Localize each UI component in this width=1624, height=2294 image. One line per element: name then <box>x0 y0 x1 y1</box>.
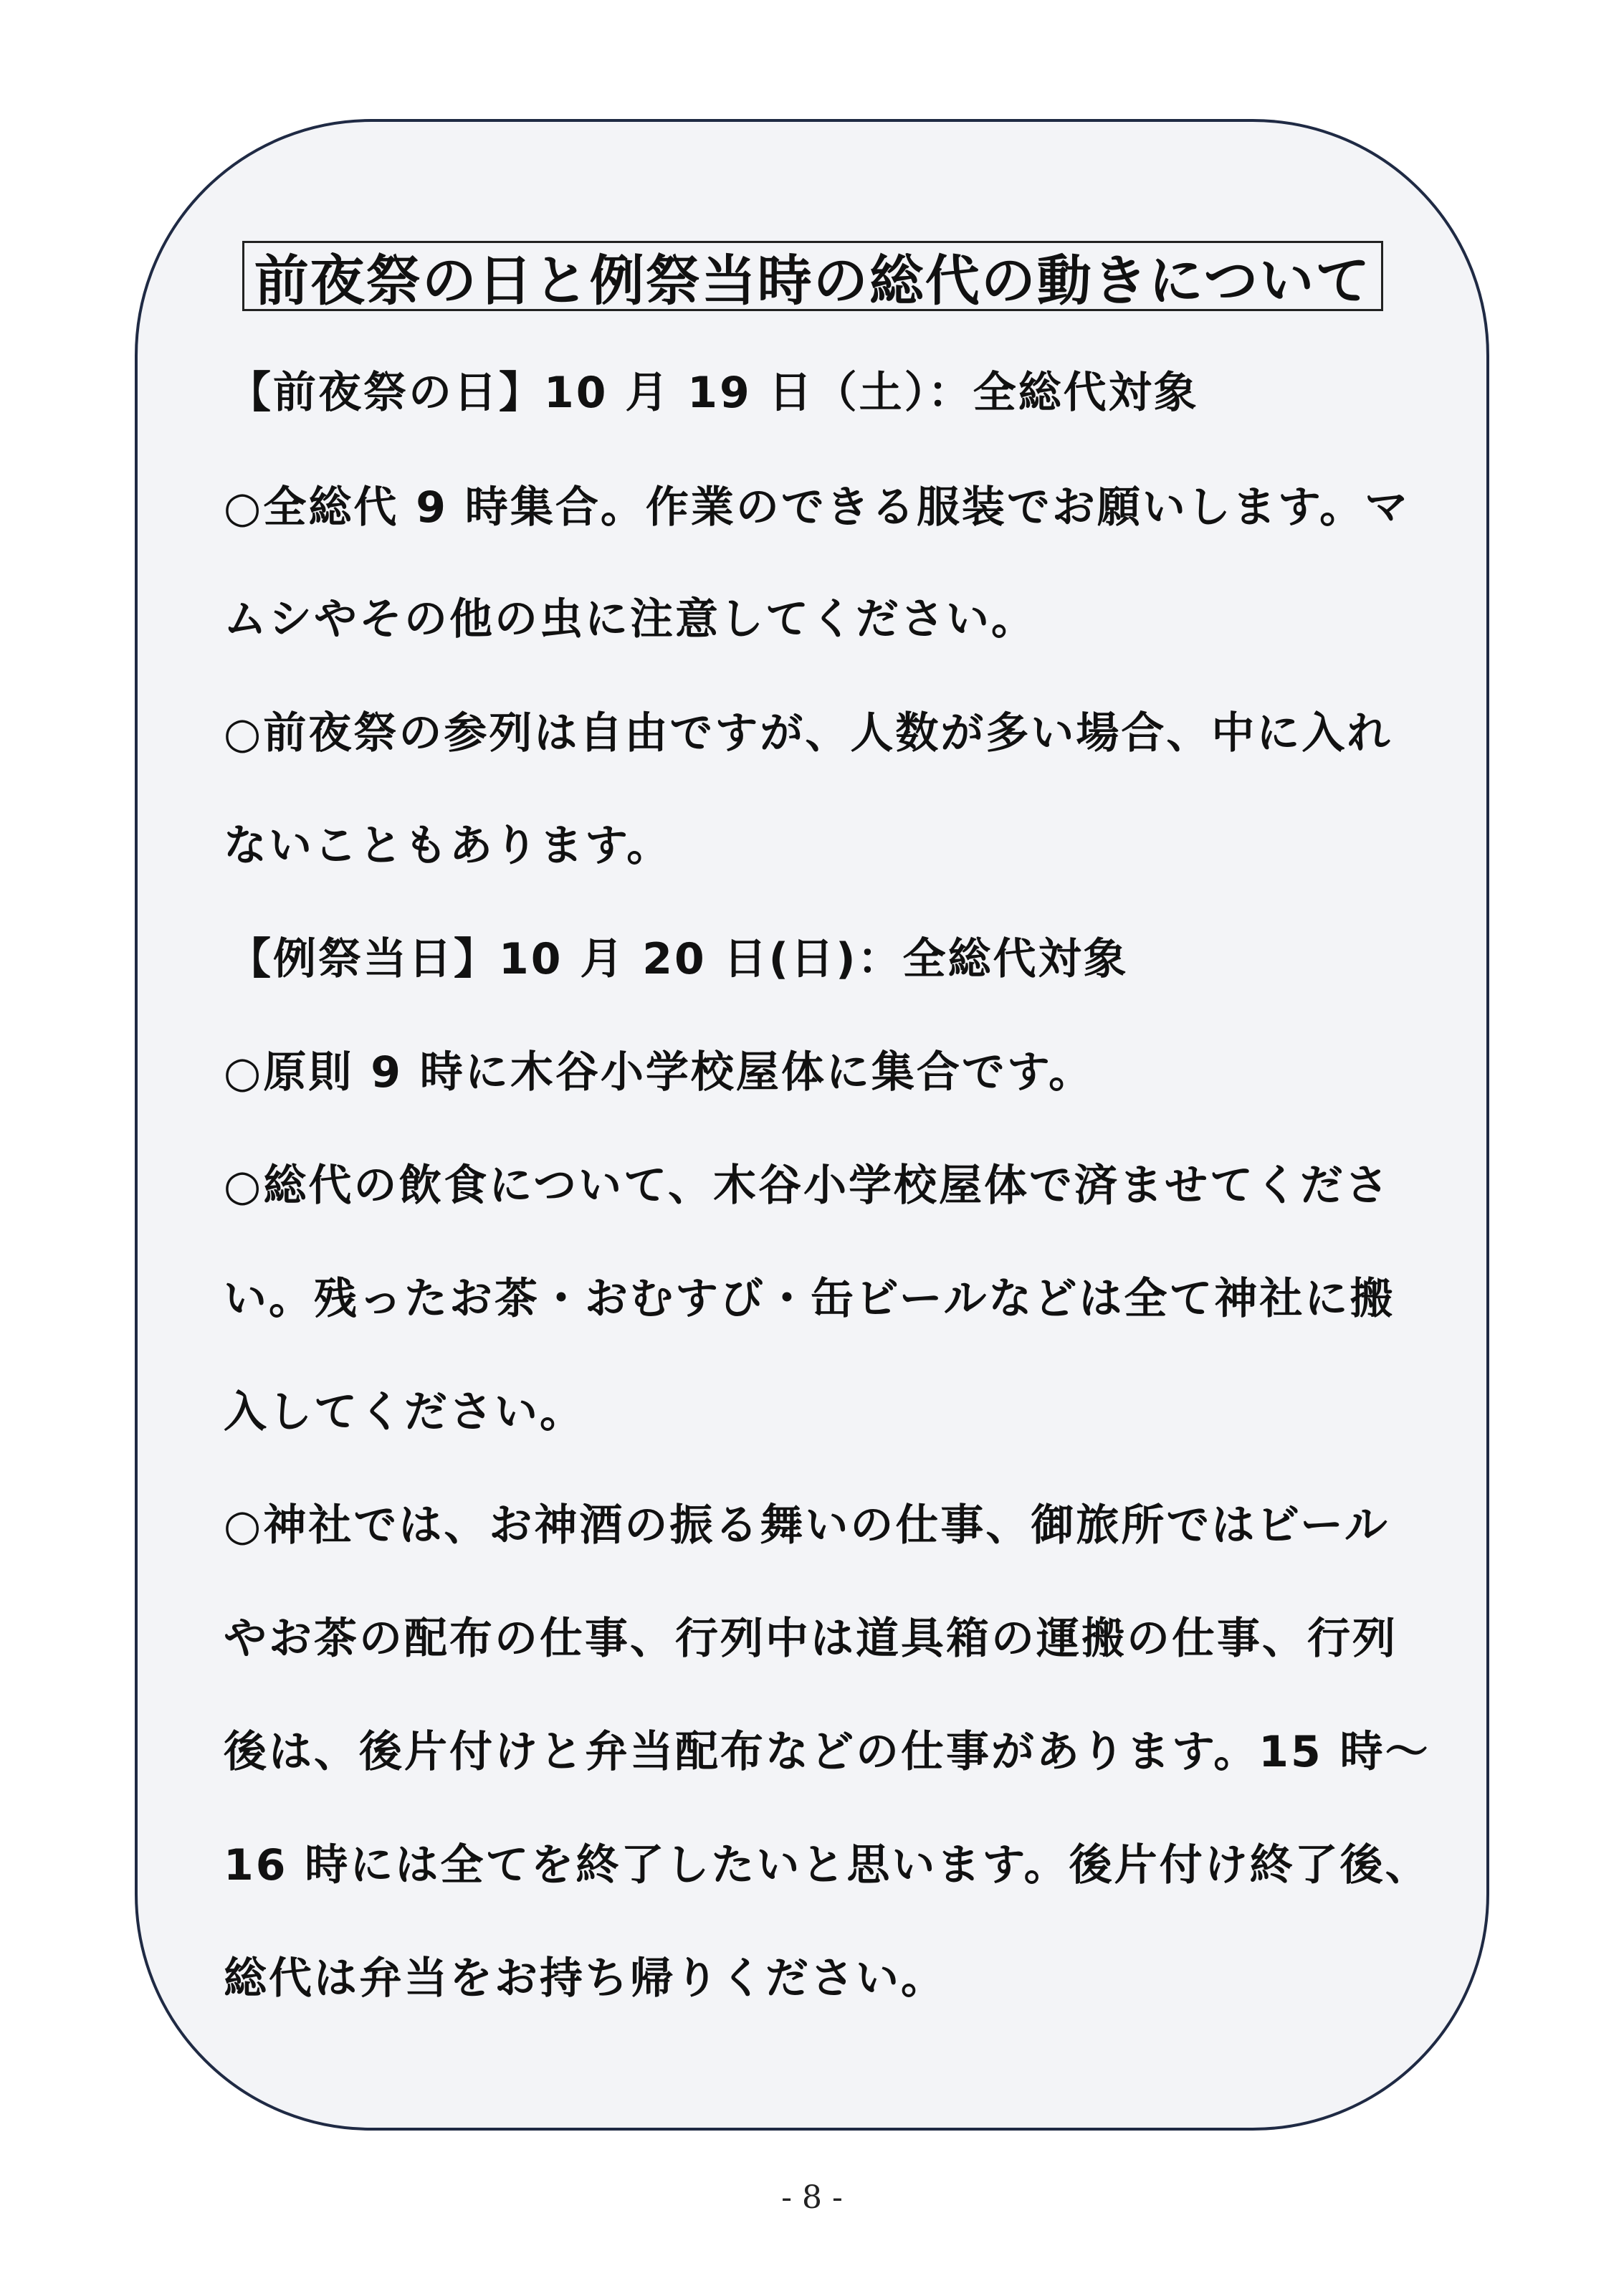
paragraph-line: ○神社では、お神酒の振る舞いの仕事、御旅所ではビール <box>224 1500 1390 1551</box>
paragraph-line: ○原則 9 時に木谷小学校屋体に集合です。 <box>224 1047 1094 1098</box>
page-number: - 8 - <box>781 2179 843 2216</box>
paragraph-line: い。残ったお茶・おむすび・缶ビールなどは全て神社に搬 <box>224 1274 1395 1324</box>
paragraph-line: ○前夜祭の参列は自由ですが、人数が多い場合、中に入れ <box>224 708 1393 758</box>
paragraph-line: 入してください。 <box>224 1387 585 1437</box>
paragraph-line: 16 時には全てを終了したいと思います。後片付け終了後、 <box>224 1840 1430 1890</box>
paragraph-line: 総代は弁当をお持ち帰りください。 <box>224 1953 946 2004</box>
paragraph-line: ○総代の飲食について、木谷小学校屋体で済ませてくださ <box>224 1161 1390 1211</box>
paragraph-line: 後は、後片付けと弁当配布などの仕事があります。15 時～ <box>224 1727 1430 1777</box>
paragraph-line: ○全総代 9 時集合。作業のできる服装でお願いします。マ <box>224 482 1410 533</box>
page-title: 前夜祭の日と例祭当時の総代の動きについて <box>254 248 1372 313</box>
section-heading-festival: 【例祭当日】10 月 20 日(日)：全総代対象 <box>228 934 1129 984</box>
paragraph-line: ムシやその他の虫に注意してください。 <box>224 594 1036 644</box>
section-heading-eve: 【前夜祭の日】10 月 19 日（土）：全総代対象 <box>228 368 1199 418</box>
paragraph-line: やお茶の配布の仕事、行列中は道具箱の運搬の仕事、行列 <box>224 1614 1398 1664</box>
paragraph-line: ないこともあります。 <box>224 821 672 871</box>
title-box <box>242 241 1383 311</box>
